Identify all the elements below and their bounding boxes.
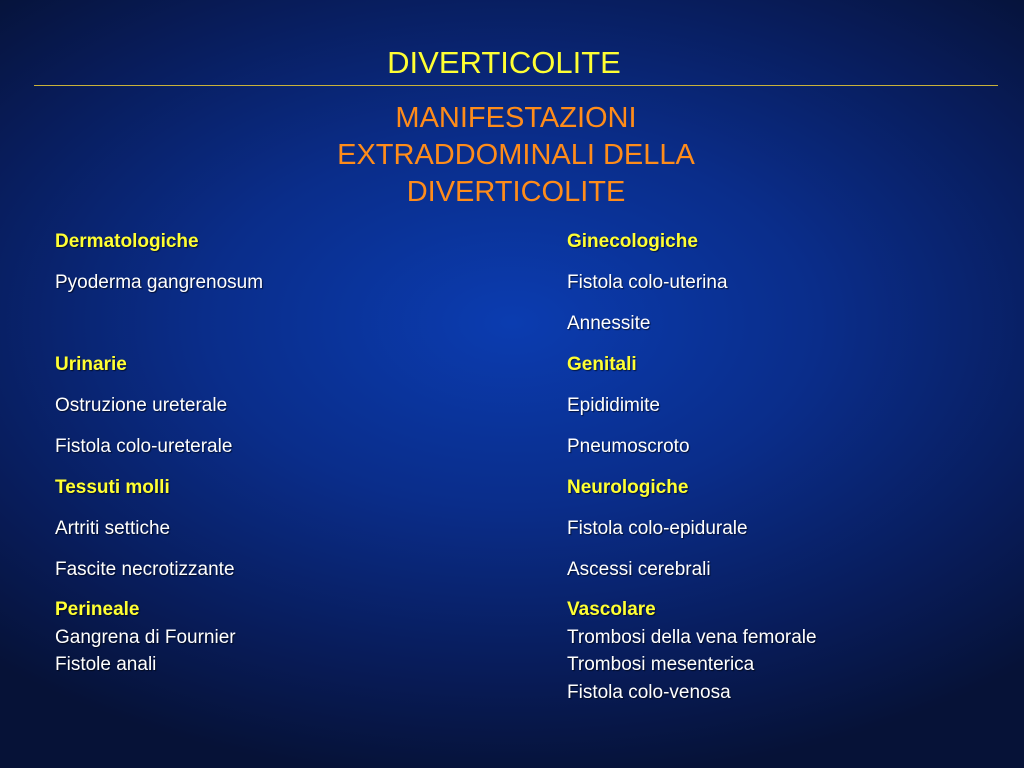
list-item: Artriti settiche — [55, 518, 171, 539]
list-item: Epididimite — [567, 395, 660, 416]
slide-subtitle — [0, 100, 1024, 211]
list-item: Fistole anali — [55, 654, 157, 675]
subtitle-line: MANIFESTAZIONI — [395, 102, 637, 134]
subtitle-line: DIVERTICOLITE — [406, 176, 626, 208]
list-item: Fistola colo-venosa — [567, 682, 731, 703]
list-item: Fistola colo-ureterale — [55, 436, 233, 457]
subtitle-line: EXTRADDOMINALI DELLA — [337, 139, 695, 171]
slide-title: DIVERTICOLITE — [387, 45, 621, 80]
category-heading-genitali: Genitali — [567, 354, 637, 375]
list-item: Pyoderma gangrenosum — [55, 272, 264, 293]
list-item: Trombosi mesenterica — [567, 654, 755, 675]
category-heading-vascolare: Vascolare — [567, 599, 656, 620]
list-item: Fistola colo-uterina — [567, 272, 728, 293]
list-item: Pneumoscroto — [567, 436, 690, 457]
list-item: Gangrena di Fournier — [55, 627, 236, 648]
category-heading-perineale: Perineale — [55, 599, 140, 620]
list-item: Fascite necrotizzante — [55, 559, 235, 580]
list-item: Fistola colo-epidurale — [567, 518, 748, 539]
category-heading-dermatologiche: Dermatologiche — [55, 231, 199, 252]
category-heading-neurologiche: Neurologiche — [567, 477, 689, 498]
title-divider — [34, 85, 998, 86]
list-item: Trombosi della vena femorale — [567, 627, 817, 648]
list-item: Ascessi cerebrali — [567, 559, 711, 580]
list-item: Annessite — [567, 313, 651, 334]
category-heading-tessuti-molli: Tessuti molli — [55, 477, 170, 498]
list-item: Ostruzione ureterale — [55, 395, 228, 416]
category-heading-urinarie: Urinarie — [55, 354, 127, 375]
category-heading-ginecologiche: Ginecologiche — [567, 231, 698, 252]
